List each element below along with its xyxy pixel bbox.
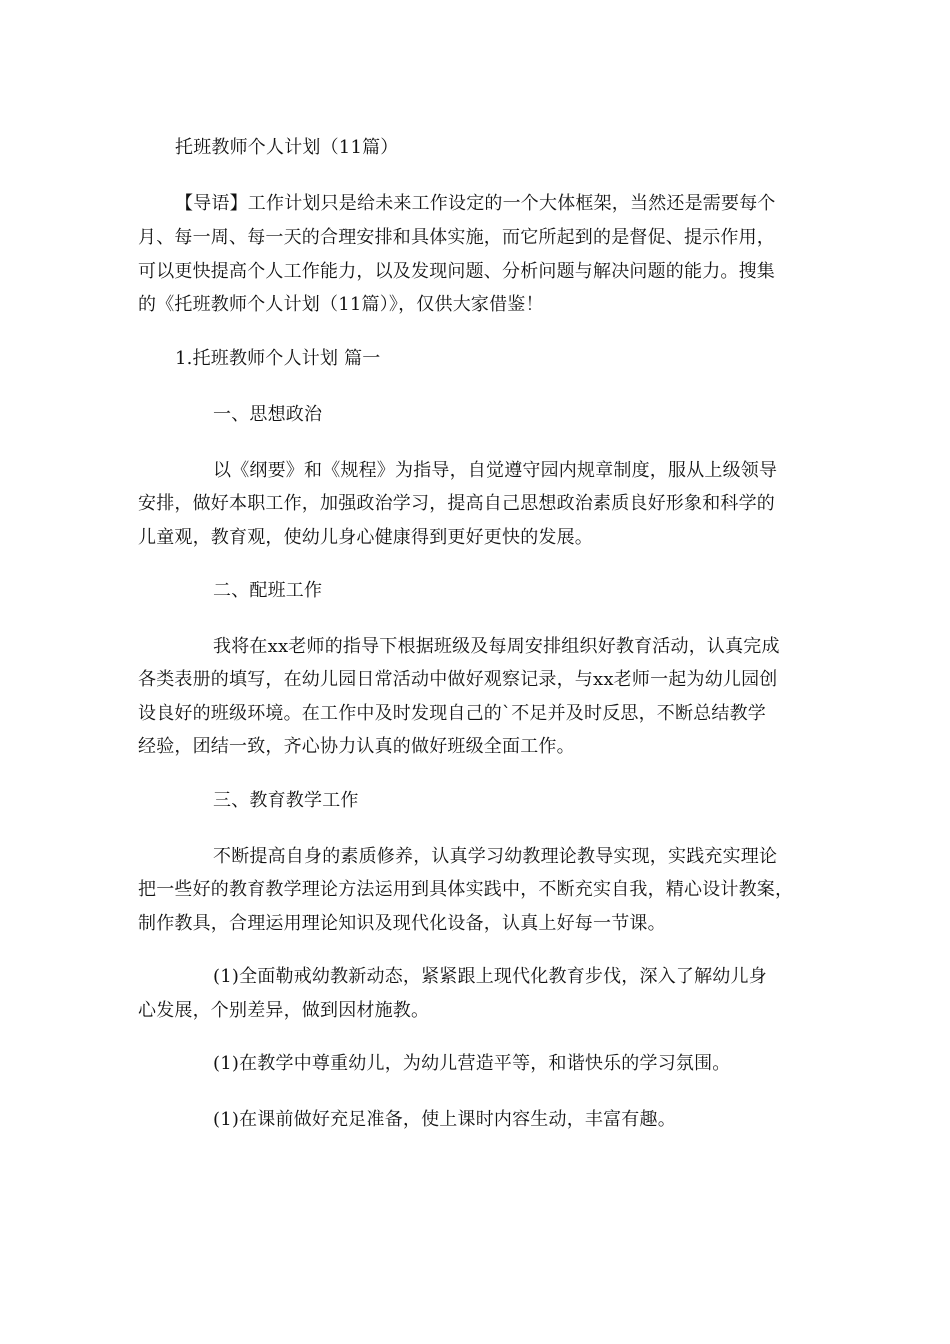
list-item-1-line-1: (1)全面勒戒幼教新动态，紧紧跟上现代化教育步伐，深入了解幼儿身 — [213, 966, 767, 987]
para2-line-2: 各类表册的填写，在幼儿园日常活动中做好观察记录，与xx老师一起为幼儿园创 — [138, 669, 778, 690]
document-title: 托班教师个人计划（11篇） — [175, 137, 399, 158]
list-item-1-line-2: 心发展，个别差异，做到因材施教。 — [138, 1000, 430, 1021]
section-title: 1.托班教师个人计划 篇一 — [175, 348, 381, 369]
heading-politics: 一、思想政治 — [213, 404, 323, 425]
intro-line-3: 可以更快提高个人工作能力，以及发现问题、分析问题与解决问题的能力。搜集 — [138, 261, 775, 282]
para3-line-3: 制作教具，合理运用理论知识及现代化设备，认真上好每一节课。 — [138, 913, 666, 934]
heading-teaching-work: 三、教育教学工作 — [213, 790, 359, 811]
para2-line-3: 设良好的班级环境。在工作中及时发现自己的`不足并及时反思，不断总结教学 — [138, 703, 766, 724]
para3-line-1: 不断提高自身的素质修养，认真学习幼教理论教导实现，实践充实理论 — [213, 846, 778, 867]
para1-line-1: 以《纲要》和《规程》为指导，自觉遵守园内规章制度，服从上级领导 — [213, 460, 778, 481]
intro-line-4: 的《托班教师个人计划（11篇）》，仅供大家借鉴！ — [138, 294, 544, 315]
para1-line-3: 儿童观，教育观，使幼儿身心健康得到更好更快的发展。 — [138, 527, 593, 548]
para3-line-2: 把一些好的教育教学理论方法运用到具体实践中，不断充实自我，精心设计教案， — [138, 879, 794, 900]
para2-line-1: 我将在xx老师的指导下根据班级及每周安排组织好教育活动，认真完成 — [213, 636, 780, 657]
intro-line-2: 月、每一周、每一天的合理安排和具体实施，而它所起到的是督促、提示作用， — [138, 227, 775, 248]
intro-line-1: 【导语】工作计划只是给未来工作设定的一个大体框架，当然还是需要每个 — [175, 193, 776, 214]
para1-line-2: 安排，做好本职工作，加强政治学习，提高自己思想政治素质良好形象和科学的 — [138, 493, 775, 514]
para2-line-4: 经验，团结一致，齐心协力认真的做好班级全面工作。 — [138, 736, 575, 757]
list-item-2: (1)在教学中尊重幼儿，为幼儿营造平等，和谐快乐的学习氛围。 — [213, 1053, 731, 1074]
list-item-3: (1)在课前做好充足准备，使上课时内容生动，丰富有趣。 — [213, 1109, 676, 1130]
heading-class-work: 二、配班工作 — [213, 580, 323, 601]
